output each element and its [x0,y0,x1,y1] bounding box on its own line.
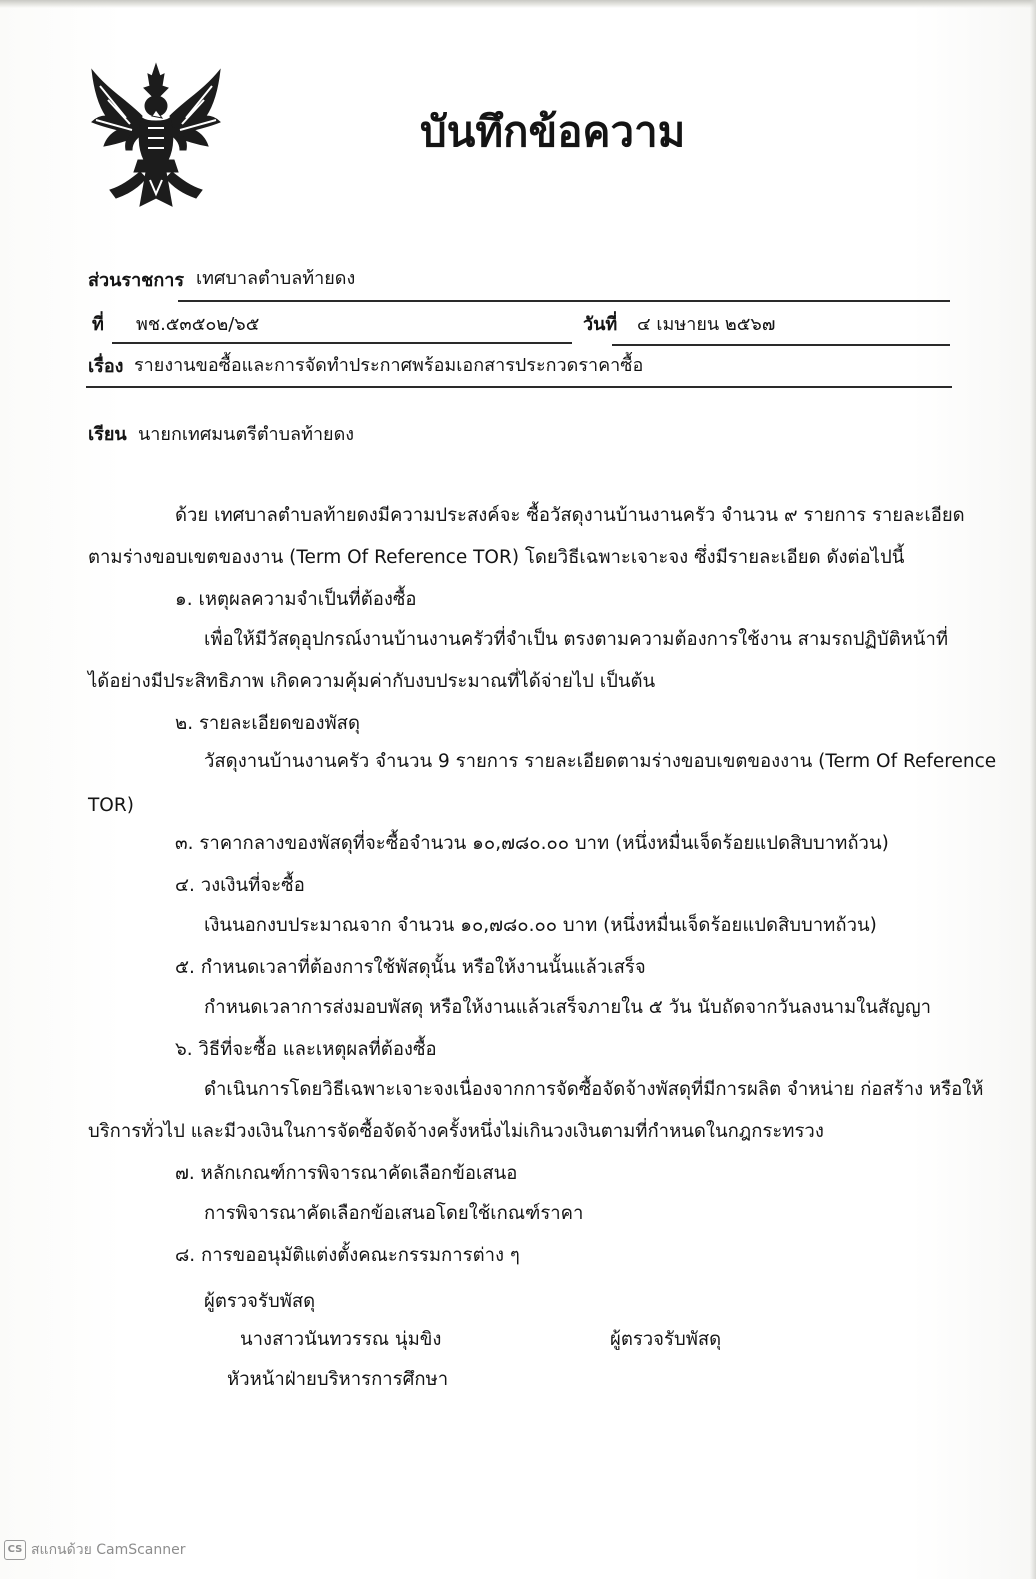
committee-member-position: หัวหน้าฝ่ายบริหารการศึกษา [227,1369,449,1390]
section-4-heading: ๔. วงเงินที่จะซื้อ [175,875,305,896]
section-7-line-1: การพิจารณาคัดเลือกข้อเสนอโดยใช้เกณฑ์ราคา [204,1203,584,1224]
subject-rule [86,386,952,388]
garuda-emblem-icon [86,60,226,212]
section-2-line-2: TOR) [88,795,134,816]
section-8-heading: ๘. การขออนุมัติแต่งตั้งคณะกรรมการต่าง ๆ [175,1245,520,1266]
date-value: ๔ เมษายน ๒๕๖๗ [637,314,776,335]
camscanner-logo-icon: CS [4,1540,26,1560]
section-8-line-1: ผู้ตรวจรับพัสดุ [204,1291,316,1312]
scanner-footer [4,1538,244,1562]
to-value: นายกเทศมนตรีตำบลท้ายดง [138,424,355,445]
date-rule [612,344,950,346]
section-3-heading: ๓. ราคากลางของพัสดุที่จะซื้อจำนวน ๑๐,๗๘๐.๐๐ บาท (หนึ่งหมื่นเจ็ดร้อยแปดสิบบาทถ้วน) [175,833,889,854]
document-title: บันทึกข้อความ [420,107,686,156]
agency-value: เทศบาลตำบลท้ายดง [196,268,356,289]
subject-label: เรื่อง [88,356,124,377]
ref-value: พช.๕๓๕๐๒/๖๕ [136,314,260,335]
section-5-heading: ๕. กำหนดเวลาที่ต้องการใช้พัสดุนั้น หรือให้งานนั้นแล้วเสร็จ [175,957,646,978]
agency-label: ส่วนราชการ [88,270,185,291]
section-2-line-1: วัสดุงานบ้านงานครัว จำนวน 9 รายการ รายละเอียดตามร่างขอบเขตของงาน (Term Of Reference [204,751,997,772]
ref-label: ที่ [92,314,104,335]
scan-right-edge [1030,0,1036,1579]
committee-member-name: นางสาวนันทวรรณ นุ่มขิง [240,1329,442,1350]
section-7-heading: ๗. หลักเกณฑ์การพิจารณาคัดเลือกข้อเสนอ [175,1163,518,1184]
agency-rule [178,300,950,302]
section-6-line-2: บริการทั่วไป และมีวงเงินในการจัดซื้อจัดจ้างครั้งหนึ่งไม่เกินวงเงินตามที่กำหนดในกฎกระทรวง [88,1121,824,1142]
to-label: เรียน [88,424,127,445]
scan-top-edge [0,0,1036,8]
section-6-line-1: ดำเนินการโดยวิธีเฉพาะเจาะจงเนื่องจากการจัดซื้อจัดจ้างพัสดุที่มีการผลิต จำหน่าย ก่อสร้าง หรือให้ [204,1079,984,1100]
scanner-footer-text: สแกนด้วย CamScanner [31,1542,186,1558]
date-label: วันที่ [583,314,618,335]
section-6-heading: ๖. วิธีที่จะซื้อ และเหตุผลที่ต้องซื้อ [175,1039,437,1060]
intro-line-2: ตามร่างขอบเขตของงาน (Term Of Reference TOR) โดยวิธีเฉพาะเจาะจง ซึ่งมีรายละเอียด ดังต่อไปนี้ [88,547,905,568]
section-1-line-2: ได้อย่างมีประสิทธิภาพ เกิดความคุ้มค่ากับงบประมาณที่ได้จ่ายไป เป็นต้น [88,671,656,692]
section-5-line-1: กำหนดเวลาการส่งมอบพัสดุ หรือให้งานแล้วเสร็จภายใน ๕ วัน นับถัดจากวันลงนามในสัญญา [204,997,932,1018]
intro-line-1: ด้วย เทศบาลตำบลท้ายดงมีความประสงค์จะ ซื้อวัสดุงานบ้านงานครัว จำนวน ๙ รายการ รายละเอียด [175,505,965,526]
ref-rule [112,342,572,344]
section-2-heading: ๒. รายละเอียดของพัสดุ [175,713,360,734]
section-4-line-1: เงินนอกงบประมาณจาก จำนวน ๑๐,๗๘๐.๐๐ บาท (หนึ่งหมื่นเจ็ดร้อยแปดสิบบาทถ้วน) [204,915,877,936]
subject-value: รายงานขอซื้อและการจัดทำประกาศพร้อมเอกสารประกวดราคาซื้อ [134,355,644,376]
committee-member-role: ผู้ตรวจรับพัสดุ [610,1329,722,1350]
section-1-heading: ๑. เหตุผลความจำเป็นที่ต้องซื้อ [175,589,417,610]
section-1-line-1: เพื่อให้มีวัสดุอุปกรณ์งานบ้านงานครัวที่จำเป็น ตรงตามความต้องการใช้งาน สามรถปฏิบัติหน้าที่ [204,629,949,650]
